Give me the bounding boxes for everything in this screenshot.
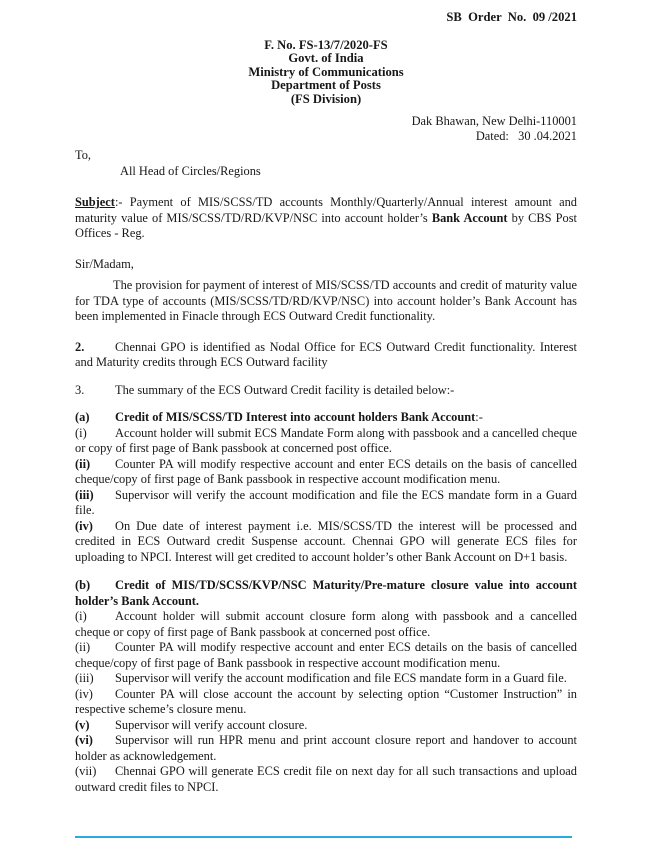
place-date-block bbox=[75, 114, 577, 144]
item-text: Supervisor will run HPR menu and print account closure report and handover to account holder as acknowledgement. bbox=[75, 733, 577, 763]
letterhead bbox=[75, 39, 577, 107]
section-b bbox=[75, 578, 577, 795]
subject-text-2: by CBS Post Offices - Reg. bbox=[75, 210, 577, 241]
item-number: (vi) bbox=[75, 733, 93, 748]
ministry-line: Ministry of Communications bbox=[248, 64, 404, 79]
paragraph-3-text: The summary of the ECS Outward Credit facility is detailed below:- bbox=[115, 382, 455, 397]
place-line: Dak Bhawan, New Delhi-110001 bbox=[411, 114, 577, 129]
date-line: Dated: 30 .04.2021 bbox=[475, 129, 577, 144]
item-number: (iv) bbox=[75, 518, 93, 533]
section-b-heading bbox=[75, 578, 577, 609]
division-line: (FS Division) bbox=[290, 91, 362, 106]
list-item bbox=[75, 519, 577, 566]
paragraph-2 bbox=[75, 340, 577, 371]
footer-rule bbox=[75, 836, 572, 838]
item-text: Counter PA will close account the account by selecting option “Customer Instruction” in respective scheme’s closure menu. bbox=[75, 686, 577, 717]
item-number: (iv) bbox=[75, 686, 93, 701]
subject-separator: :- bbox=[114, 195, 130, 210]
item-number: (iii) bbox=[75, 671, 94, 686]
item-text: Chennai GPO will generate ECS credit file on next day for all such transactions and upload outward credit files to NPCI. bbox=[75, 764, 577, 794]
section-a-heading-suffix: :- bbox=[475, 410, 483, 425]
section-a-label: (a) bbox=[75, 410, 90, 425]
item-text: On Due date of interest payment i.e. MIS/SCSS/TD the interest will be processed and credited in ECS Outward credit Suspense account. Chennai GPO will generate ECS files for uploading to NPCI. Interest will get credited to account holder’s other Bank Account on D+1 basis. bbox=[75, 518, 577, 564]
file-number: F. No. FS-13/7/2020-FS bbox=[264, 37, 388, 52]
list-item bbox=[75, 687, 577, 718]
subject-bold-text: Bank Account bbox=[431, 210, 508, 225]
sb-order-number: SB Order No. 09 /2021 bbox=[446, 10, 577, 24]
list-item bbox=[75, 733, 577, 764]
paragraph-2-text: Chennai GPO is identified as Nodal Office for ECS Outward Credit functionality. Interest and Maturity credits through ECS Outward facility bbox=[75, 339, 577, 370]
to-label: To, bbox=[75, 148, 91, 163]
department-line: Department of Posts bbox=[271, 78, 381, 93]
item-text: Counter PA will modify respective account and enter ECS details on the basis of cancelled cheque/copy of first page of Bank passbook in respective account modification menu. bbox=[75, 456, 577, 487]
item-text: Supervisor will verify the account modification and file the ECS mandate form in a Guard file. bbox=[75, 487, 577, 518]
item-text: Supervisor will verify account closure. bbox=[115, 717, 308, 732]
list-item bbox=[75, 488, 577, 519]
item-text: Counter PA will modify respective account and enter ECS details on the basis of cancelled cheque/copy of first page of Bank passbook in respective account modification menu. bbox=[75, 640, 577, 670]
list-item bbox=[75, 457, 577, 488]
list-item bbox=[75, 671, 577, 687]
item-number: (ii) bbox=[75, 640, 91, 655]
list-item bbox=[75, 640, 577, 671]
paragraph-3-number: 3. bbox=[75, 382, 85, 397]
section-b-heading-text: Credit of MIS/TD/SCSS/KVP/NSC Maturity/Pre-mature closure value into account holder’s Bank Account. bbox=[75, 578, 577, 608]
section-a bbox=[75, 410, 577, 565]
item-text: Account holder will submit ECS Mandate Form along with passbook and a cancelled cheque or copy of first page of Bank passbook at concerned post office. bbox=[75, 425, 577, 456]
subject-text-1: Payment of MIS/SCSS/TD accounts Monthly/Quarterly/Annual interest amount and maturity value of MIS/SCSS/TD/RD/KVP/NSC into account holder’s bbox=[75, 195, 577, 225]
item-number: (ii) bbox=[75, 456, 91, 471]
paragraph-1: The provision for payment of interest of MIS/SCSS/TD accounts and credit of maturity value for TDA type of accounts (MIS/SCSS/TD/RD/KVP/NSC) into account holder’s Bank Account has been implemented in Finacle through ECS Outward Credit functionality. bbox=[75, 278, 577, 324]
item-text: Supervisor will verify the account modification and file ECS mandate form in a Guard file. bbox=[115, 671, 567, 686]
item-text: Account holder will submit account closure form along with passbook and a cancelled cheque or copy of first page of Bank passbook at concerned post office. bbox=[75, 609, 577, 639]
section-b-label: (b) bbox=[75, 578, 91, 593]
subject-line bbox=[75, 195, 577, 242]
list-item bbox=[75, 764, 577, 795]
list-item bbox=[75, 609, 577, 640]
paragraph-3 bbox=[75, 383, 577, 399]
item-number: (i) bbox=[75, 425, 87, 440]
item-number: (v) bbox=[75, 717, 90, 732]
salutation: Sir/Madam, bbox=[75, 256, 134, 271]
item-number: (vii) bbox=[75, 764, 97, 779]
section-a-heading bbox=[75, 410, 577, 426]
subject-label: Subject bbox=[75, 195, 115, 210]
list-item bbox=[75, 426, 577, 457]
recipient-line: All Head of Circles/Regions bbox=[120, 163, 261, 178]
paragraph-2-number: 2. bbox=[75, 339, 85, 354]
item-number: (i) bbox=[75, 609, 87, 624]
list-item bbox=[75, 718, 577, 734]
item-number: (iii) bbox=[75, 487, 94, 502]
govt-line: Govt. of India bbox=[288, 51, 364, 66]
section-a-heading-text: Credit of MIS/SCSS/TD Interest into account holders Bank Account bbox=[115, 410, 476, 425]
